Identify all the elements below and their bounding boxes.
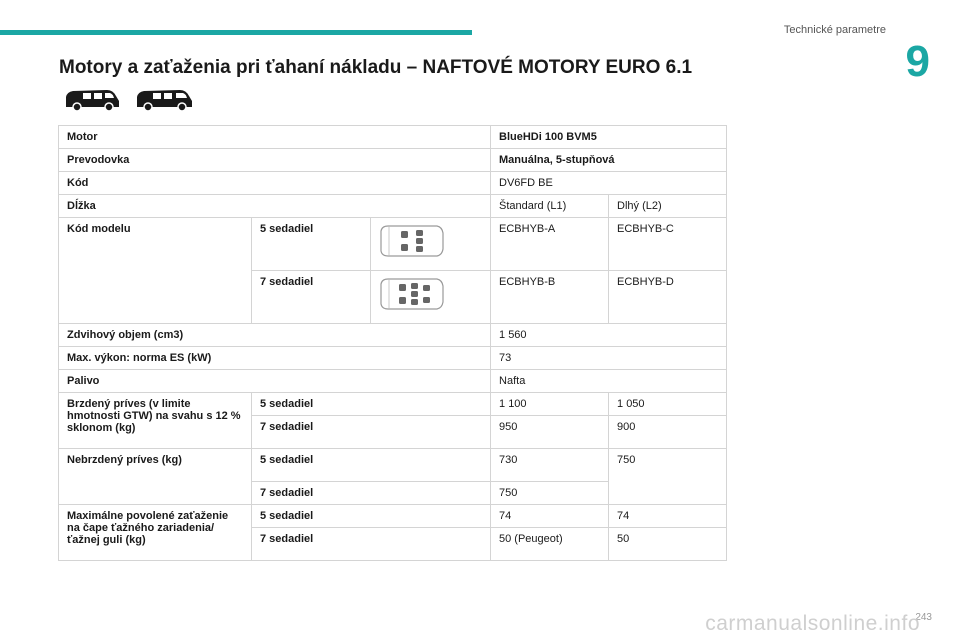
- table-row: [59, 172, 727, 195]
- seats7-l1: ECBHYB-B: [491, 271, 609, 324]
- table-row: [59, 218, 727, 271]
- code-label: Kód: [59, 172, 491, 195]
- fuel-label: Palivo: [59, 370, 491, 393]
- unbraked-7-label: 7 sedadiel: [252, 482, 491, 505]
- seats5-label: 5 sedadiel: [252, 218, 371, 271]
- section-title: Technické parametre: [783, 24, 886, 36]
- model-code-label: Kód modelu: [59, 218, 252, 324]
- max-load-5-label: 5 sedadiel: [252, 505, 491, 528]
- braked-5-l2: 1 050: [609, 393, 727, 416]
- van-short-icon: [63, 87, 121, 113]
- table-row: [59, 347, 727, 370]
- braked-7-l2: 900: [609, 416, 727, 449]
- unbraked-trailer-label: Nebrzdený príves (kg): [59, 449, 252, 505]
- specs-table: [58, 125, 727, 561]
- unbraked-5-label: 5 sedadiel: [252, 449, 491, 482]
- braked-7-label: 7 sedadiel: [252, 416, 491, 449]
- max-load-7-l2: 50: [609, 528, 727, 561]
- watermark: carmanualsonline.info: [705, 612, 920, 635]
- page-number: 243: [915, 612, 932, 623]
- length-l2: Dlhý (L2): [609, 195, 727, 218]
- gearbox-label: Prevodovka: [59, 149, 491, 172]
- max-load-7-label: 7 sedadiel: [252, 528, 491, 561]
- motor-value: BlueHDi 100 BVM5: [491, 126, 727, 149]
- seats5-l2: ECBHYB-C: [609, 218, 727, 271]
- table-row: [59, 393, 727, 416]
- fuel-value: Nafta: [491, 370, 727, 393]
- table-row: [59, 449, 727, 482]
- seat-layout-5-icon: [379, 223, 445, 259]
- displacement-label: Zdvihový objem (cm3): [59, 324, 491, 347]
- braked-5-label: 5 sedadiel: [252, 393, 491, 416]
- code-value: DV6FD BE: [491, 172, 727, 195]
- table-row: [59, 126, 727, 149]
- displacement-value: 1 560: [491, 324, 727, 347]
- seats7-label: 7 sedadiel: [252, 271, 371, 324]
- max-load-label: Maximálne povolené zaťaženie na čape ťažného zariadenia/ ťažnej guli (kg): [59, 505, 252, 561]
- max-load-5-l1: 74: [491, 505, 609, 528]
- seat-layout-7: [371, 271, 491, 324]
- braked-5-l1: 1 100: [491, 393, 609, 416]
- braked-trailer-label: Brzdený príves (v limite hmotnosti GTW) na svahu s 12 % sklonom (kg): [59, 393, 252, 449]
- max-load-7-l1: 50 (Peugeot): [491, 528, 609, 561]
- length-label: Dĺžka: [59, 195, 491, 218]
- table-row: [59, 505, 727, 528]
- van-long-icon: [135, 87, 193, 113]
- chapter-number: 9: [905, 37, 930, 86]
- braked-7-l1: 950: [491, 416, 609, 449]
- seat-layout-7-icon: [379, 276, 445, 312]
- header-accent-bar: [0, 30, 472, 35]
- seat-layout-5: [371, 218, 491, 271]
- table-row: [59, 149, 727, 172]
- vehicle-icons: [63, 87, 193, 113]
- table-row: [59, 195, 727, 218]
- unbraked-7-l1: 750: [491, 482, 609, 505]
- power-value: 73: [491, 347, 727, 370]
- table-row: [59, 370, 727, 393]
- power-label: Max. výkon: norma ES (kW): [59, 347, 491, 370]
- unbraked-5-l1: 730: [491, 449, 609, 482]
- length-l1: Štandard (L1): [491, 195, 609, 218]
- gearbox-value: Manuálna, 5-stupňová: [491, 149, 727, 172]
- unbraked-l2: 750: [609, 449, 727, 505]
- motor-label: Motor: [59, 126, 491, 149]
- table-row: [59, 324, 727, 347]
- max-load-5-l2: 74: [609, 505, 727, 528]
- seats7-l2: ECBHYB-D: [609, 271, 727, 324]
- seats5-l1: ECBHYB-A: [491, 218, 609, 271]
- page-title: Motory a zaťaženia pri ťahaní nákladu – NAFTOVÉ MOTORY EURO 6.1: [59, 57, 693, 78]
